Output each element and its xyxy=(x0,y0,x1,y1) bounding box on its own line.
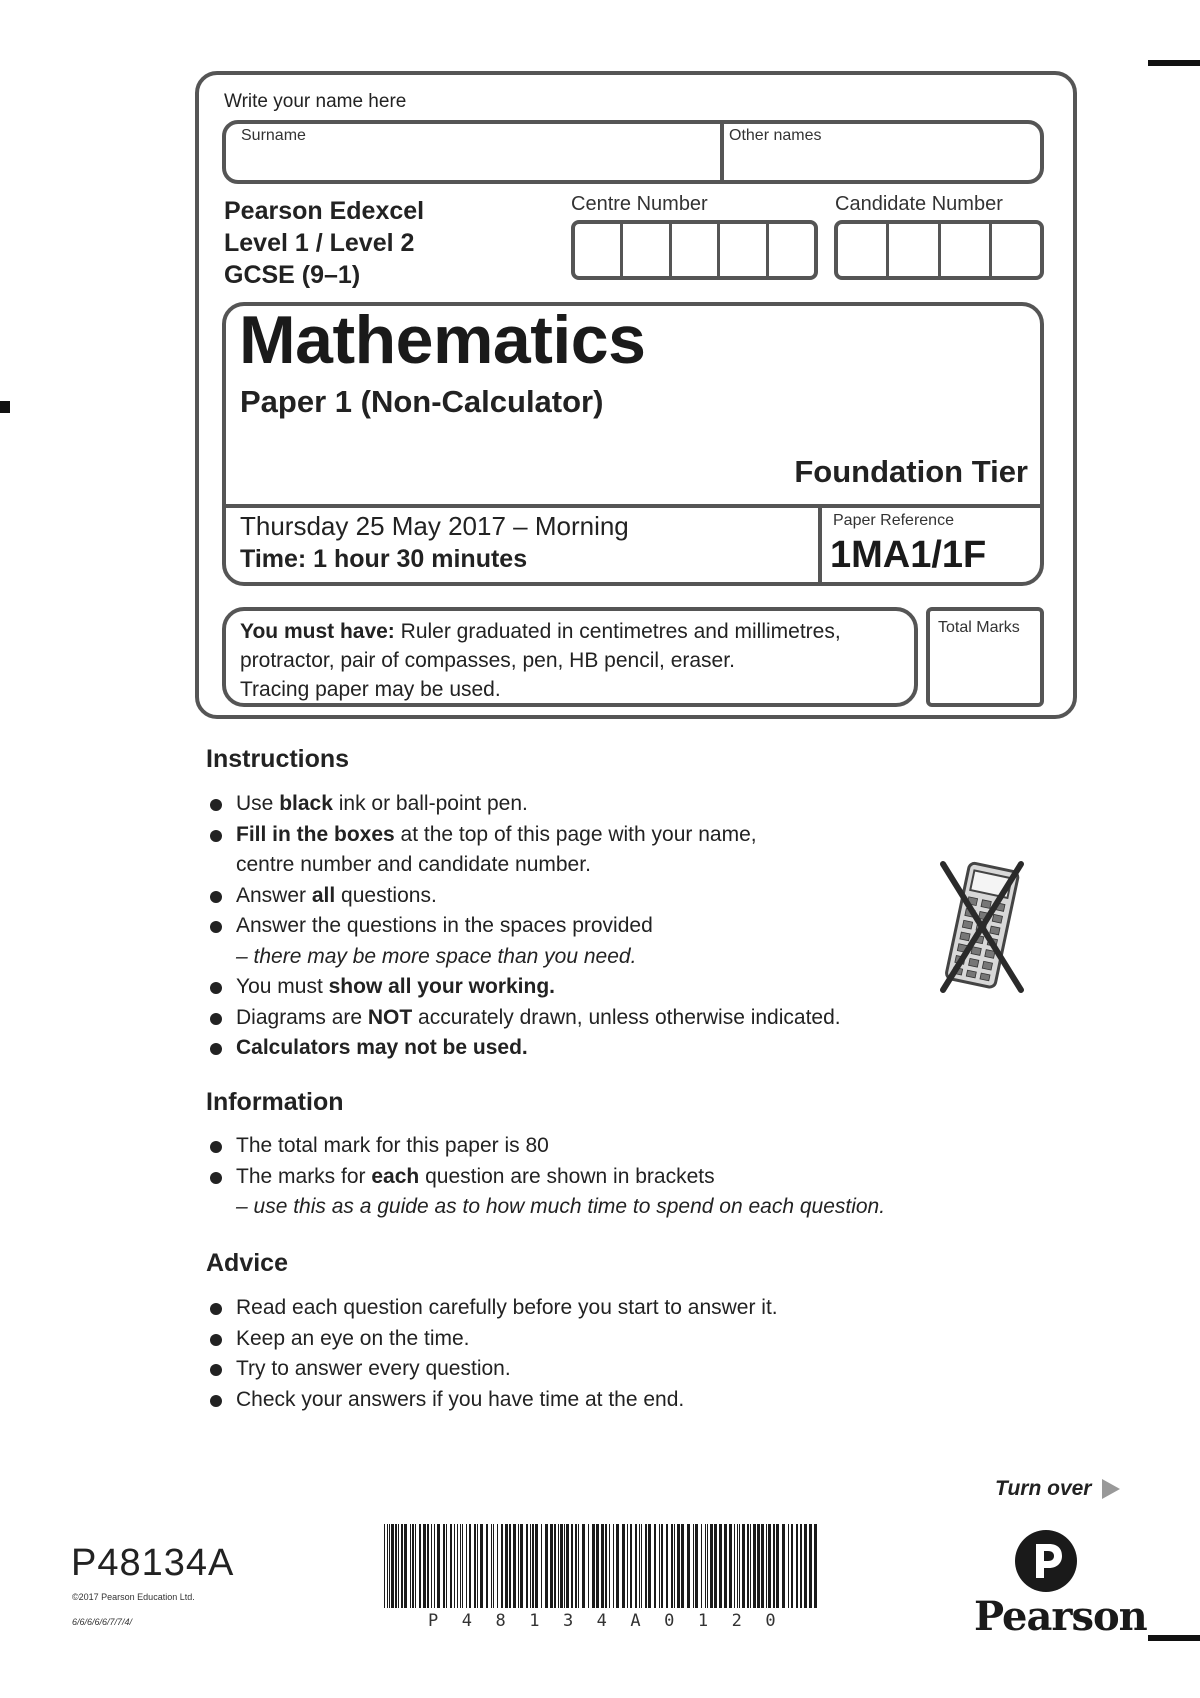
other-names-label: Other names xyxy=(729,127,822,144)
information-heading: Information xyxy=(206,1088,344,1116)
registration-mark-top-right xyxy=(1148,60,1200,66)
registration-mark-bottom-right xyxy=(1148,1635,1200,1641)
list-item: Check your answers if you have time at the end. xyxy=(206,1385,778,1416)
exam-level: Level 1 / Level 2 xyxy=(224,229,415,257)
barcode xyxy=(384,1524,818,1608)
centre-number-cell[interactable] xyxy=(769,224,814,276)
bullet-icon xyxy=(210,1303,222,1315)
other-names-field[interactable] xyxy=(722,148,1040,180)
advice-list xyxy=(206,1293,778,1415)
paper-reference-label: Paper Reference xyxy=(833,512,954,529)
bullet-icon xyxy=(210,982,222,994)
barcode-digits: P48134A0120 xyxy=(428,1611,800,1631)
list-item: Calculators may not be used. xyxy=(206,1033,841,1064)
paper-code: P48134A xyxy=(71,1542,235,1584)
instructions-list xyxy=(206,789,841,1064)
candidate-number-field[interactable] xyxy=(834,220,1044,280)
exam-board-name: Pearson Edexcel xyxy=(224,197,425,225)
registration-mark-left xyxy=(0,401,10,413)
requirements-tracing-note: Tracing paper may be used. xyxy=(240,678,501,701)
bullet-icon xyxy=(210,921,222,933)
surname-field[interactable] xyxy=(226,148,716,180)
list-item: Fill in the boxes at the top of this page with your name, centre number and candidate number. xyxy=(206,820,841,881)
candidate-number-label: Candidate Number xyxy=(835,193,1003,215)
requirements-box xyxy=(222,607,918,707)
write-name-label: Write your name here xyxy=(224,91,407,112)
bullet-icon xyxy=(210,1013,222,1025)
list-item: Read each question carefully before you start to answer it. xyxy=(206,1293,778,1324)
pearson-logo xyxy=(1013,1528,1079,1594)
centre-number-cell[interactable] xyxy=(575,224,623,276)
total-marks-label: Total Marks xyxy=(938,619,1020,636)
paper-reference-code: 1MA1/1F xyxy=(830,534,987,576)
centre-number-cell[interactable] xyxy=(720,224,768,276)
list-item: Answer all questions. xyxy=(206,881,841,912)
bullet-icon xyxy=(210,1172,222,1184)
information-list xyxy=(206,1131,885,1223)
bullet-icon xyxy=(210,799,222,811)
exam-duration: Time: 1 hour 30 minutes xyxy=(240,545,528,573)
exam-qualification: GCSE (9–1) xyxy=(224,261,361,289)
bullet-icon xyxy=(210,1395,222,1407)
turn-over-label: Turn over xyxy=(995,1477,1092,1500)
candidate-number-cell[interactable] xyxy=(941,224,992,276)
bullet-icon xyxy=(210,1043,222,1055)
crossed-out-calculator-icon xyxy=(935,858,1027,994)
list-item: Use black ink or ball-point pen. xyxy=(206,789,841,820)
list-item: The total mark for this paper is 80 xyxy=(206,1131,885,1162)
centre-number-label: Centre Number xyxy=(571,193,708,215)
list-item: Keep an eye on the time. xyxy=(206,1324,778,1355)
publisher-wordmark: Pearson xyxy=(974,1593,1147,1640)
tier-label: Foundation Tier xyxy=(794,454,1028,489)
centre-number-cell[interactable] xyxy=(672,224,720,276)
copyright-notice: ©2017 Pearson Education Ltd. xyxy=(72,1592,195,1602)
candidate-number-cell[interactable] xyxy=(838,224,889,276)
requirements-heading: You must have: xyxy=(240,620,395,643)
surname-label: Surname xyxy=(241,127,306,144)
triangle-right-icon xyxy=(1102,1479,1120,1499)
exam-date: Thursday 25 May 2017 – Morning xyxy=(240,511,629,541)
list-item: Answer the questions in the spaces provided – there may be more space than you need. xyxy=(206,911,841,972)
paper-title: Paper 1 (Non-Calculator) xyxy=(240,384,604,419)
list-item: Try to answer every question. xyxy=(206,1354,778,1385)
print-code: 6/6/6/6/6/7/7/4/ xyxy=(72,1617,133,1627)
bullet-icon xyxy=(210,1334,222,1346)
instructions-heading: Instructions xyxy=(206,745,350,773)
candidate-number-cell[interactable] xyxy=(889,224,940,276)
subject-box-divider xyxy=(226,504,1044,508)
centre-number-field[interactable] xyxy=(571,220,818,280)
bullet-icon xyxy=(210,1364,222,1376)
requirements-text: Ruler graduated in centimetres and millimetres, protractor, pair of compasses, pen, HB pencil, eraser. xyxy=(240,620,841,672)
centre-number-cell[interactable] xyxy=(623,224,671,276)
bullet-icon xyxy=(210,891,222,903)
bullet-icon xyxy=(210,830,222,842)
list-item: Diagrams are NOT accurately drawn, unless otherwise indicated. xyxy=(206,1003,841,1034)
list-item: You must show all your working. xyxy=(206,972,841,1003)
bullet-icon xyxy=(210,1141,222,1153)
paper-reference-divider xyxy=(818,504,822,586)
subject-title: Mathematics xyxy=(239,302,646,378)
advice-heading: Advice xyxy=(206,1249,288,1277)
total-marks-box xyxy=(926,607,1044,707)
exam-board-block xyxy=(224,195,424,291)
candidate-number-cell[interactable] xyxy=(992,224,1040,276)
list-item: The marks for each question are shown in brackets – use this as a guide as to how much time to spend on each question. xyxy=(206,1162,885,1223)
